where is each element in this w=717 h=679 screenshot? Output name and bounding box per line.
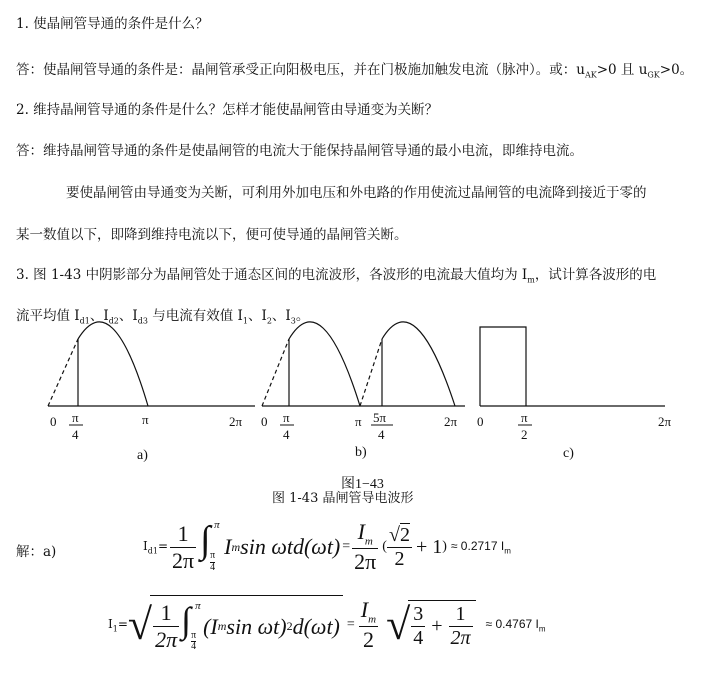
caption-b: b) xyxy=(355,445,367,460)
rect-pulse-c xyxy=(480,327,526,406)
q2-question: 2. 维持晶闸管导通的条件是什么？怎样才能使晶闸管由导通变为关断？ xyxy=(16,102,439,118)
q2-answer: 答：维持晶闸管导通的条件是使晶闸管的电流大于能保持晶闸管导通的最小电流，即维持电流。 xyxy=(16,143,583,159)
label-b-four: 4 xyxy=(283,427,290,442)
dashed-rise-b2 xyxy=(360,339,382,406)
dashed-rise-a xyxy=(48,339,78,406)
label-a-zero: 0 xyxy=(50,414,57,429)
label-b-5pi: 5π xyxy=(373,410,387,425)
label-b-pi: π xyxy=(355,414,362,429)
conduction-arc-a xyxy=(78,322,148,406)
waveform-b xyxy=(262,322,465,406)
q2-paragraph-line2: 某一数值以下，即降到维持电流以下，便可使导通的晶闸管关断。 xyxy=(16,227,408,243)
caption-c: c) xyxy=(563,446,574,461)
waveform-figure xyxy=(0,318,717,508)
label-b-pi-num: π xyxy=(283,410,290,425)
conduction-arc-b2 xyxy=(382,322,455,406)
figure-overlay-label: 图1−43 xyxy=(341,477,384,492)
label-a-pi-num: π xyxy=(72,410,79,425)
caption-a: a) xyxy=(137,448,148,463)
label-c-two-pi: 2π xyxy=(658,414,672,429)
dashed-rise-b1 xyxy=(262,339,289,406)
equation-i1: $I_1=$ √ $\frac{1}{2\pi}$ ∫ π π 4 (I m sin ωt) 2 d(ωt) = $\frac{I_m}{2}$ √ $\frac{3}{4}$ + $\frac{1}{2\pi}$ ≈ 0.4767 $I_m$ xyxy=(108,590,546,660)
q2-paragraph-line1: 要使晶闸管由导通变为关断，可利用外加电压和外电路的作用使流过晶闸管的电流降到接近于零的 xyxy=(66,185,647,201)
label-a-four: 4 xyxy=(72,427,79,442)
equation-id1: $I_{d1}=$ $\frac{1}{2\pi}$ ∫ π π 4 I m sin ωtd(ωt) = $\frac{I_m}{2\pi}$ ( $\frac{√2}{2}$ + 1 ) ≈ 0.2717 $I_m$ xyxy=(143,519,511,574)
q3-question-line2: 流平均值 $I_{d1}$、$I_{d2}$、$I_{d3}$ 与电流有效值 $I_1$、$I_2$、$I_3$。 xyxy=(16,308,310,326)
q1-answer: 答：使晶闸管导通的条件是：晶闸管承受正向阳极电压，并在门极施加触发电流（脉冲）。或：$u_{AK}>0$ 且 $u_{GK}>0$。 xyxy=(16,62,694,80)
q1-question: 1. 使晶闸管导通的条件是什么？ xyxy=(16,16,209,32)
waveform-a xyxy=(48,322,255,406)
label-b-two-pi: 2π xyxy=(444,414,458,429)
label-a-two-pi: 2π xyxy=(229,414,243,429)
label-c-pi-num: π xyxy=(521,410,528,425)
label-b-zero: 0 xyxy=(261,414,268,429)
figure-caption: 图 1-43 晶闸管导电波形 xyxy=(272,491,414,506)
label-c-zero: 0 xyxy=(477,414,484,429)
q3-question-line1: 3. 图 1-43 中阴影部分为晶闸管处于通态区间的电流波形，各波形的电流最大值均为 $I_m$，试计算各波形的电 xyxy=(16,267,657,285)
label-c-two: 2 xyxy=(521,427,528,442)
waveform-c xyxy=(480,327,665,406)
solution-label: 解：a) xyxy=(16,544,57,560)
label-a-pi: π xyxy=(142,412,149,427)
conduction-arc-b1 xyxy=(289,322,360,406)
label-b-four-2: 4 xyxy=(378,427,385,442)
